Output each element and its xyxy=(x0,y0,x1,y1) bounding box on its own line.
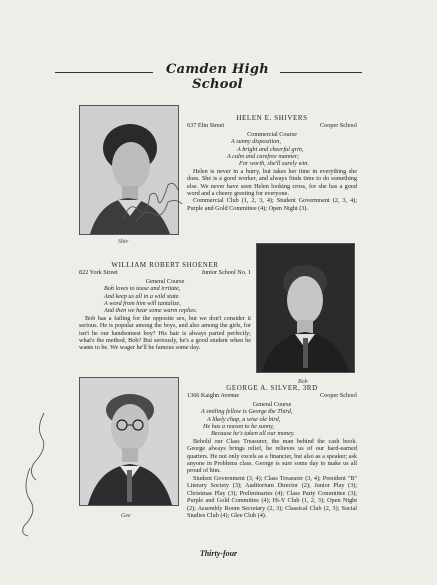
street-address: 637 Elm Street xyxy=(187,122,225,130)
address-line xyxy=(79,269,251,276)
nickname-caption: Bob xyxy=(298,379,308,385)
nickname-caption: Gee xyxy=(121,513,131,519)
biography: Behold our Class Treasurer, the man behind the cash book. George always brings relief, he relieves us of our hard-earned quarters. He not only excels as a financier, but also as a speaker; ask anyone in Problems class. George is sure some day to make us all proud of him. xyxy=(187,437,357,475)
street-address: 822 York Street xyxy=(79,269,118,277)
header-rule-left xyxy=(55,72,153,73)
verse-line: A word from him will tantalize, xyxy=(104,300,181,308)
activities: Commercial Club (1, 2, 3, 4); Student Government (2, 3, 4); Purple and Gold Committee (4); Open Night (3). xyxy=(187,197,357,212)
verse xyxy=(187,408,357,438)
student-entry-helen xyxy=(187,115,357,212)
nickname-caption: Shiv xyxy=(118,239,129,245)
page-title: Camden High School xyxy=(166,62,269,92)
verse-line: He has a reason to be sunny, xyxy=(203,423,275,431)
signature-george xyxy=(16,408,56,543)
street-address: 1366 Kaighn Avenue xyxy=(187,392,240,400)
activities: Student Government (3, 4); Class Treasurer (3, 4); President "B" Literary Society (3); Auditorium Director (2); Junior Play (3); Christmas Play (3); Preliminaries (4); Class Party Committee (3); Purple and Gold Committee (4); Hi-Y Club (1, 2, 3); Open Night (2); Assembly Room Secretary (2, 3); Classical Club (2, 3); Social Studies Club (4); Glee Club (4). xyxy=(187,474,357,519)
verse-line: And then we hear some warm replies. xyxy=(104,307,198,315)
verse-line: A bright and cheerful grin, xyxy=(237,145,304,153)
verse-line: A sunny disposition, xyxy=(231,138,281,146)
page-number: Thirty-four xyxy=(199,549,238,558)
verse-line: For worth, she'll surely win. xyxy=(239,160,309,168)
verse-line: And keep us all in a wild state. xyxy=(104,292,180,300)
course-name: Commercial Course xyxy=(247,130,297,138)
student-name: GEORGE A. SILVER, 3RD xyxy=(226,384,318,392)
previous-school: Cooper School xyxy=(320,392,357,400)
previous-school: Junior School No. 1 xyxy=(201,269,251,277)
verse-line: A smiling fellow is George the Third, xyxy=(201,408,293,416)
student-entry-william xyxy=(79,262,251,352)
course-name: General Course xyxy=(145,277,185,285)
verse-line: Because he's taken all our money. xyxy=(211,430,295,438)
verse-line: A calm and carefree manner; xyxy=(227,153,300,161)
portrait-photo-william xyxy=(256,243,355,373)
previous-school: Cooper School xyxy=(320,122,357,130)
student-name: HELEN E. SHIVERS xyxy=(236,114,308,122)
verse-line: A likely chap, a wise ole bird, xyxy=(207,415,281,423)
header-rule-right xyxy=(280,72,362,73)
student-name: WILLIAM ROBERT SHOENER xyxy=(111,261,219,269)
address-line xyxy=(187,122,357,129)
page-header xyxy=(0,60,437,92)
portrait-photo-george xyxy=(79,377,179,506)
address-line xyxy=(187,392,357,399)
biography: Helen is never in a hurry, but takes her time in everything she does. She is a good worker, and always finds time to do something else. We never have seen Helen looking cross, for she has a good word and a cheery greeting for everyone. xyxy=(187,167,357,198)
portrait-photo-helen xyxy=(79,105,179,235)
student-entry-george xyxy=(187,385,357,519)
course-name: General Course xyxy=(252,400,292,408)
verse xyxy=(187,138,357,168)
biography: Bob has a failing for the opposite sex, but we don't consider it serious. He is popular among the boys, and also among the girls, for isn't he our handsomest boy? His hair is always parted perfectly; what's the method, Bob? But seriously, he's a good student when he wants to be. We wager he'll be famous some day. xyxy=(79,314,251,352)
verse xyxy=(79,285,251,315)
verse-line: Bob loves to tease and irritate, xyxy=(104,285,181,293)
